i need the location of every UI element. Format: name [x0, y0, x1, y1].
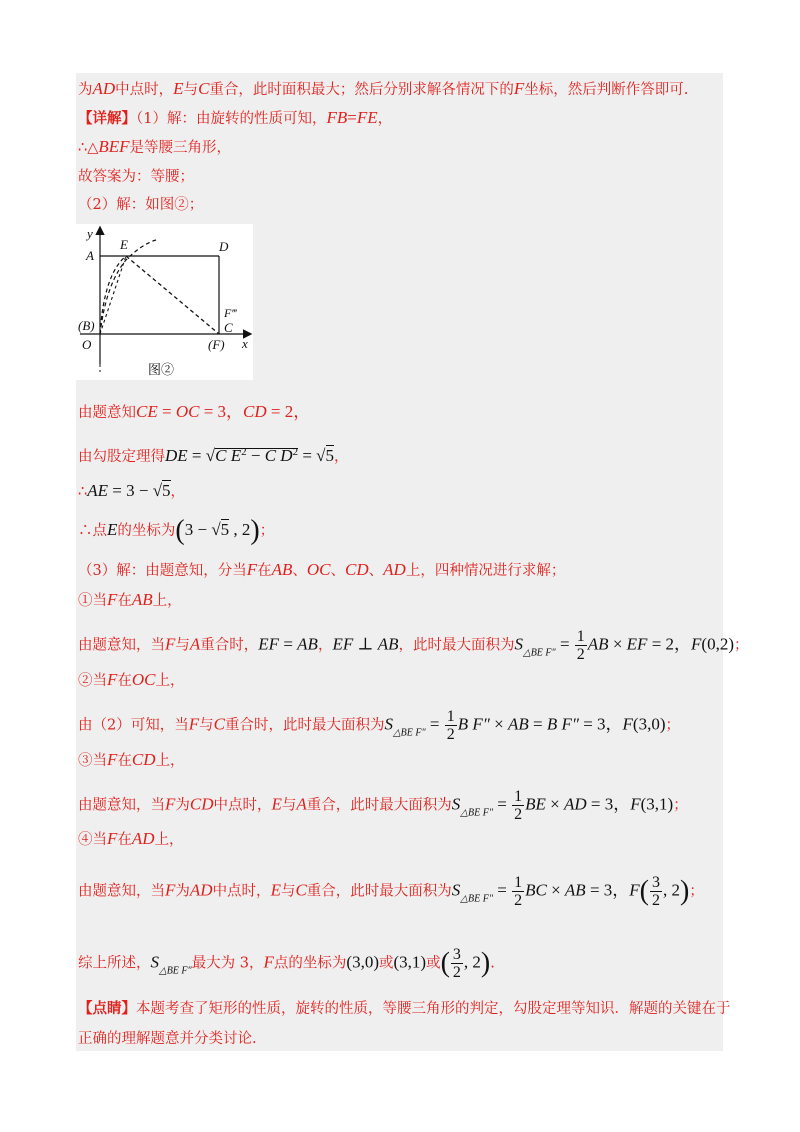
text: 重合，此时面积最大；然后分别求解各情况下的	[209, 82, 514, 98]
text: ，	[334, 448, 349, 465]
text: 点的坐标为	[273, 955, 347, 972]
text: ∴△	[78, 140, 99, 156]
math: 5	[162, 481, 171, 500]
text: ∴点	[78, 523, 107, 539]
text: 综上所述，	[78, 955, 151, 972]
fraction	[451, 946, 463, 981]
math: =	[187, 445, 206, 465]
math: FB	[326, 108, 348, 127]
math: CE	[136, 402, 158, 421]
numerator: 3	[452, 946, 461, 963]
label-y: y	[87, 226, 93, 241]
text: 由题意知，当	[78, 637, 165, 654]
figure-2	[76, 224, 253, 380]
text: 或	[426, 955, 441, 972]
text: 在	[117, 593, 132, 609]
text: 、	[368, 563, 384, 579]
math: AD	[131, 829, 155, 848]
math: B F″	[457, 714, 490, 734]
denominator: 2	[652, 892, 660, 909]
text: 或	[379, 955, 394, 972]
math: =	[492, 794, 512, 814]
math: S	[384, 714, 393, 734]
math: E	[270, 880, 281, 900]
text: ；	[673, 797, 688, 814]
math: F	[629, 880, 640, 900]
fraction	[445, 708, 457, 743]
numerator: 1	[514, 874, 523, 891]
text: 在	[257, 563, 272, 579]
label-f3: F‴	[224, 306, 237, 320]
math: E	[271, 794, 282, 814]
text: 中点时，	[212, 883, 271, 900]
text: 正确的理解题意并分类讨论.	[78, 1031, 257, 1047]
math: F	[263, 952, 274, 972]
line-10	[78, 560, 565, 581]
math: F	[165, 794, 176, 814]
text: 中点时，	[213, 797, 272, 814]
numerator: 1	[514, 788, 523, 805]
line-6	[78, 402, 310, 423]
text: ；	[259, 523, 275, 539]
arc-2	[100, 240, 156, 334]
paren: )	[250, 515, 260, 546]
paren: (	[440, 947, 450, 979]
text: 故答案为：等腰；	[78, 169, 194, 185]
math: =	[157, 402, 176, 421]
math: (3,1)	[640, 794, 674, 814]
math: = 2，	[266, 402, 311, 421]
math: △BE F″	[460, 893, 493, 905]
math: = 2，	[647, 634, 692, 654]
text: ，	[170, 484, 186, 500]
denominator: 2	[452, 964, 461, 981]
math: C	[198, 79, 210, 98]
math: AD	[189, 880, 213, 900]
math: F	[622, 714, 633, 734]
text: ；	[734, 637, 749, 654]
math: S	[451, 880, 461, 900]
math: F	[246, 560, 258, 579]
text: 与	[175, 637, 190, 654]
math: E	[173, 79, 184, 98]
line-1	[78, 79, 688, 100]
math: =	[555, 634, 574, 654]
math: AB	[587, 634, 609, 654]
math: OC	[175, 402, 200, 421]
text: 上，	[155, 753, 185, 769]
text: 本题考查了矩形的性质，旋转的性质，等腰三角形的判定，勾股定理等知识．解题的关键在于	[136, 1001, 731, 1017]
math: A	[296, 794, 307, 814]
math: F	[107, 590, 118, 609]
line-17	[78, 829, 184, 850]
line-21	[78, 1029, 257, 1049]
text: 、	[292, 563, 307, 579]
text: 上，	[152, 593, 182, 609]
math: , 2	[229, 520, 251, 539]
math: (3,1)	[393, 952, 427, 972]
text: ③当	[78, 753, 107, 769]
line-16	[78, 788, 688, 824]
text: 在	[117, 832, 132, 848]
math: = 3 −	[108, 481, 153, 500]
math: C E	[215, 445, 242, 465]
text: 坐标，然后判断作答即可.	[524, 82, 689, 98]
text: ④当	[78, 832, 107, 848]
math: CD	[131, 750, 156, 769]
text: 与	[280, 883, 296, 900]
text: 为	[78, 82, 93, 98]
math: = 3，	[578, 714, 623, 734]
numerator: 3	[652, 874, 660, 891]
math: OC	[131, 670, 156, 689]
fraction	[575, 628, 587, 663]
math: BEF	[98, 137, 130, 156]
line-7: 由勾股定理得DE = √C $E^2 - C$ $D^2 = √5$，	[78, 445, 349, 465]
text: ∴	[78, 484, 88, 500]
text: 最大为 3，	[191, 955, 264, 972]
text: 重合时，此时最大面积为	[224, 717, 385, 734]
denominator: 2	[446, 726, 455, 743]
math: BC	[525, 880, 547, 900]
math: (0,2)	[701, 634, 734, 654]
text: 与	[183, 82, 199, 98]
math: AB	[297, 634, 318, 654]
math: F	[188, 714, 200, 734]
text: 上，四种情况进行求解；	[405, 563, 566, 579]
math: A	[189, 634, 201, 654]
math: =	[425, 714, 444, 734]
text: 在	[117, 673, 132, 689]
paren: (	[639, 875, 649, 907]
segment-ef	[126, 256, 219, 334]
math: F	[165, 634, 176, 654]
math: F	[107, 829, 118, 848]
math: F	[107, 750, 118, 769]
text: （2）解：如图②；	[78, 197, 204, 213]
math: AD	[383, 560, 406, 579]
math: =	[298, 445, 317, 465]
text: 由题意知，当	[78, 883, 165, 900]
text: 由勾股定理得	[78, 448, 165, 465]
text: ，	[377, 111, 393, 127]
text: 重合时，	[200, 637, 259, 654]
math: ×	[608, 634, 627, 654]
math: ×	[489, 714, 508, 734]
math: ×	[545, 794, 564, 814]
label-a: A	[86, 248, 94, 263]
label-b: (B)	[78, 318, 95, 333]
math: S	[514, 634, 523, 654]
math: S	[451, 794, 461, 814]
math: −	[246, 445, 265, 465]
math: E	[107, 520, 118, 539]
numerator: 1	[446, 708, 455, 725]
math: 5	[325, 445, 334, 465]
text: ；	[689, 883, 704, 900]
math: AE	[87, 481, 109, 500]
math: , 2	[663, 880, 680, 900]
detail-tag: 【详解】	[78, 110, 136, 127]
math: 3 −	[184, 520, 212, 539]
text: 的坐标为	[117, 523, 176, 539]
math: DE	[165, 445, 188, 465]
math: AB	[564, 880, 586, 900]
math: AD	[563, 794, 587, 814]
label-e: E	[120, 237, 128, 252]
denominator: 2	[514, 806, 523, 823]
math: =	[279, 634, 298, 654]
label-d: D	[219, 239, 229, 254]
math: C	[213, 714, 225, 734]
math: EF	[258, 634, 280, 654]
math: F	[691, 634, 702, 654]
text: 由题意知	[78, 405, 136, 421]
math: S	[150, 952, 159, 972]
math: = 3，	[586, 794, 631, 814]
math: CD	[243, 402, 267, 421]
math: (3,0)	[632, 714, 666, 734]
math: EF	[626, 634, 648, 654]
segment-be	[100, 256, 126, 334]
text: ；	[665, 717, 680, 734]
math: EF	[332, 634, 354, 654]
label-o: O	[82, 337, 92, 352]
text: （3）解：由题意知，分当	[78, 563, 247, 579]
figure-caption: 图②	[148, 362, 175, 377]
text: 与	[199, 717, 214, 734]
math: ⊥	[353, 634, 378, 654]
math: = 3，	[585, 880, 630, 900]
label-c: C	[224, 320, 233, 335]
text: 为	[175, 883, 190, 900]
math: 2	[292, 446, 299, 458]
text: 是等腰三角形，	[129, 140, 232, 156]
math: AB	[271, 560, 293, 579]
math: FE	[356, 108, 378, 127]
math: F	[630, 794, 641, 814]
line-3	[78, 137, 231, 158]
label-x: x	[242, 336, 248, 351]
math: AB	[377, 634, 399, 654]
text: 中点时，	[115, 82, 174, 98]
math: 2	[241, 446, 247, 458]
math: C	[295, 880, 307, 900]
text: ，此时最大面积为	[398, 637, 515, 654]
text: .	[490, 955, 495, 972]
math: CD	[345, 560, 369, 579]
text: 在	[117, 753, 132, 769]
label-f: (F)	[208, 337, 225, 352]
line-20	[78, 999, 731, 1019]
text: 为	[175, 797, 190, 814]
math: CD	[189, 794, 214, 814]
line-12	[78, 628, 749, 664]
fraction	[650, 874, 662, 909]
text: 与	[281, 797, 297, 814]
text: ②当	[78, 673, 107, 689]
math: BE	[525, 794, 546, 814]
math: = 3，	[199, 402, 244, 421]
math: 5	[220, 520, 230, 539]
math: F	[513, 79, 525, 98]
text: 重合，此时最大面积为	[306, 883, 452, 900]
figure-svg	[76, 224, 253, 380]
text: 、	[330, 563, 346, 579]
paren: )	[680, 875, 690, 907]
math: △BE F″	[159, 965, 192, 977]
math: F	[107, 670, 118, 689]
math: △BE F″	[523, 647, 556, 659]
math: B F″	[546, 714, 579, 734]
math: =	[347, 108, 357, 127]
line-15	[78, 750, 185, 771]
math: △BE F″	[460, 807, 493, 819]
line-19	[78, 946, 495, 982]
fraction	[512, 874, 524, 909]
denominator: 2	[514, 892, 523, 909]
math: , 2	[463, 952, 481, 972]
line-14	[78, 708, 680, 744]
text: 上，	[154, 832, 184, 848]
text: 上，	[155, 673, 185, 689]
remark-tag: 【点睛】	[78, 1000, 136, 1017]
fraction	[512, 788, 524, 823]
line-18	[78, 874, 704, 910]
line-4	[78, 167, 194, 187]
line-11	[78, 590, 182, 611]
math: C D	[264, 445, 293, 465]
math: OC	[306, 560, 331, 579]
text: （1）解：由旋转的性质可知，	[136, 111, 327, 127]
paren: )	[480, 947, 491, 979]
math: AB	[507, 714, 529, 734]
text: ，	[317, 637, 333, 654]
denominator: 2	[576, 646, 585, 663]
math: (3,0)	[346, 952, 379, 972]
line-9: ∴点E的坐标为(3 − √5 , 2)；	[78, 515, 275, 546]
math: AD	[92, 79, 116, 98]
math: =	[492, 880, 512, 900]
math: =	[528, 714, 547, 734]
line-5	[78, 195, 203, 215]
text: ①当	[78, 593, 107, 609]
text: 重合，此时最大面积为	[306, 797, 452, 814]
numerator: 1	[576, 628, 585, 645]
math: AB	[131, 590, 153, 609]
line-13	[78, 670, 185, 691]
math: △BE F″	[392, 727, 426, 739]
paren: (	[175, 515, 185, 546]
text: 由题意知，当	[78, 797, 165, 814]
text: 由（2）可知，当	[78, 717, 189, 734]
math: F	[165, 880, 176, 900]
line-2	[78, 108, 392, 129]
math: ×	[546, 880, 565, 900]
line-8: ∴AE = 3 − √5，	[78, 481, 186, 500]
